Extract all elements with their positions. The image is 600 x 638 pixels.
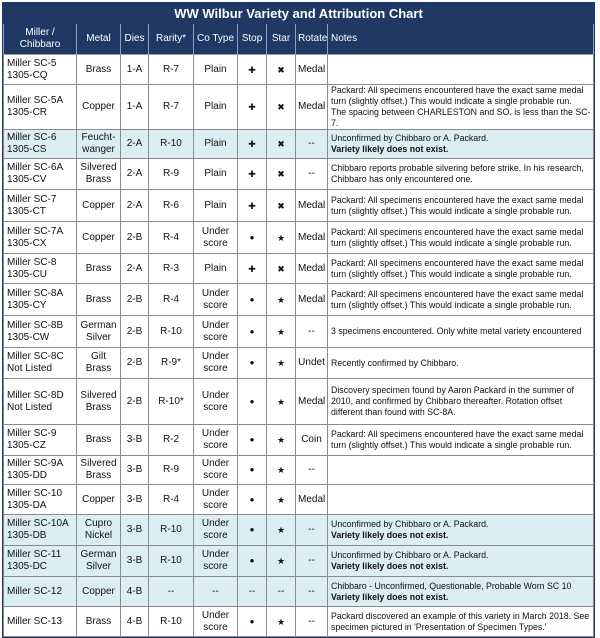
rotate-cell: -- [296, 607, 328, 637]
rotate-cell: -- [296, 159, 328, 190]
stop-cell: • [238, 456, 267, 485]
table-row [4, 546, 594, 577]
miller-cell: Miller SC-7 1305-CT [4, 190, 77, 222]
header-miller: Miller / Chibbaro [4, 24, 77, 55]
co-type-cell: Under score [194, 284, 238, 316]
notes-cell: Packard: All specimens encountered have the exact same medal turn (slightly offset.) This would indicate a single probable run. [328, 425, 594, 456]
star-cell: ★ [267, 485, 296, 515]
dies-cell: 3-B [121, 546, 149, 577]
co-type-cell: Under score [194, 316, 238, 348]
header-notes: Notes [328, 24, 594, 55]
notes-cell: Chibbaro reports probable silvering before strike. In his research, Chibbaro has only encountered one. [328, 159, 594, 190]
metal-cell: Feucht- wanger [77, 130, 121, 159]
co-type-cell: Plain [194, 130, 238, 159]
rarity-cell: R-7 [149, 55, 194, 85]
dies-cell: 2-A [121, 254, 149, 284]
notes-cell: Packard: All specimens encountered have the exact same medal turn (slightly offset.) This would indicate a single probable run. [328, 190, 594, 222]
rarity-cell: -- [149, 577, 194, 607]
rarity-cell: R-7 [149, 85, 194, 130]
rotate-cell: Medal [296, 379, 328, 425]
rotate-cell: Medal [296, 85, 328, 130]
table-row [4, 159, 594, 190]
miller-cell: Miller SC-11 1305-DC [4, 546, 77, 577]
metal-cell: Copper [77, 577, 121, 607]
rarity-cell: R-4 [149, 485, 194, 515]
rarity-cell: R-9* [149, 348, 194, 379]
header-metal: Metal [77, 24, 121, 55]
miller-cell: Miller SC-8 1305-CU [4, 254, 77, 284]
table-row [4, 222, 594, 254]
star-cell: ✖ [267, 190, 296, 222]
dies-cell: 3-B [121, 456, 149, 485]
star-cell: ★ [267, 515, 296, 546]
co-type-cell: Plain [194, 159, 238, 190]
metal-cell: Brass [77, 607, 121, 637]
co-type-cell: Under score [194, 607, 238, 637]
rotate-cell: Medal [296, 485, 328, 515]
header-stop: Stop [238, 24, 267, 55]
notes-cell: 3 specimens encountered. Only white metal variety encountered [328, 316, 594, 348]
metal-cell: Cupro Nickel [77, 515, 121, 546]
miller-cell: Miller SC-6A 1305-CV [4, 159, 77, 190]
table-row [4, 254, 594, 284]
star-cell: ✖ [267, 85, 296, 130]
dies-cell: 2-A [121, 159, 149, 190]
star-cell: ★ [267, 348, 296, 379]
miller-cell: Miller SC-13 [4, 607, 77, 637]
table-row [4, 379, 594, 425]
rarity-cell: R-9 [149, 456, 194, 485]
notes-cell: Packard: All specimens encountered have the exact same medal turn (slightly offset.) This would indicate a single probable run. The spacing between CHARLESTON and SO. is less than the SC-7. [328, 85, 594, 130]
table-row [4, 607, 594, 637]
metal-cell: Silvered Brass [77, 379, 121, 425]
stop-cell: • [238, 425, 267, 456]
star-cell: ★ [267, 379, 296, 425]
star-cell: ★ [267, 546, 296, 577]
header-dies: Dies [121, 24, 149, 55]
table-row [4, 190, 594, 222]
co-type-cell: Under score [194, 485, 238, 515]
notes-cell [328, 485, 594, 515]
star-cell: ★ [267, 607, 296, 637]
metal-cell: Brass [77, 254, 121, 284]
stop-cell: ✚ [238, 85, 267, 130]
miller-cell: Miller SC-10A 1305-DB [4, 515, 77, 546]
stop-cell: • [238, 607, 267, 637]
star-cell: ★ [267, 425, 296, 456]
stop-cell: ✚ [238, 254, 267, 284]
co-type-cell: Under score [194, 425, 238, 456]
dies-cell: 2-B [121, 284, 149, 316]
table-row [4, 316, 594, 348]
co-type-cell: Plain [194, 85, 238, 130]
dies-cell: 3-B [121, 485, 149, 515]
table-row [4, 456, 594, 485]
table-row [4, 348, 594, 379]
notes-cell: Chibbaro - Unconfirmed, Questionable, Probable Worn SC 10 Variety likely does not exist. [328, 577, 594, 607]
rotate-cell: -- [296, 546, 328, 577]
stop-cell: • [238, 515, 267, 546]
rarity-cell: R-2 [149, 425, 194, 456]
rotate-cell: Medal [296, 284, 328, 316]
header-rotate: Rotate [296, 24, 328, 55]
star-cell: ★ [267, 284, 296, 316]
table-row [4, 284, 594, 316]
star-cell: ✖ [267, 254, 296, 284]
rotate-cell: Coin [296, 425, 328, 456]
header-co-type: Co Type [194, 24, 238, 55]
stop-cell: -- [238, 577, 267, 607]
header-rarity: Rarity* [149, 24, 194, 55]
rarity-cell: R-10 [149, 316, 194, 348]
metal-cell: German Silver [77, 316, 121, 348]
stop-cell: • [238, 379, 267, 425]
notes-cell: Recently confirmed by Chibbaro. [328, 348, 594, 379]
co-type-cell: Under score [194, 546, 238, 577]
metal-cell: Silvered Brass [77, 456, 121, 485]
notes-cell [328, 456, 594, 485]
star-cell: -- [267, 577, 296, 607]
dies-cell: 1-A [121, 85, 149, 130]
rarity-cell: R-10 [149, 515, 194, 546]
notes-cell: Unconfirmed by Chibbaro or A. Packard. Variety likely does not exist. [328, 546, 594, 577]
table-row [4, 515, 594, 546]
table-row [4, 577, 594, 607]
table-row [4, 85, 594, 130]
co-type-cell: Under score [194, 456, 238, 485]
rarity-cell: R-10 [149, 546, 194, 577]
dies-cell: 2-B [121, 316, 149, 348]
rarity-cell: R-4 [149, 222, 194, 254]
metal-cell: Brass [77, 425, 121, 456]
rotate-cell: -- [296, 456, 328, 485]
rarity-cell: R-6 [149, 190, 194, 222]
stop-cell: ✚ [238, 130, 267, 159]
dies-cell: 2-B [121, 379, 149, 425]
dies-cell: 3-B [121, 515, 149, 546]
miller-cell: Miller SC-8C Not Listed [4, 348, 77, 379]
star-cell: ★ [267, 456, 296, 485]
miller-cell: Miller SC-8B 1305-CW [4, 316, 77, 348]
notes-cell: Packard: All specimens encountered have the exact same medal turn (slightly offset.) This would indicate a single probable run. [328, 254, 594, 284]
co-type-cell: Under score [194, 379, 238, 425]
rarity-cell: R-10 [149, 130, 194, 159]
stop-cell: • [238, 348, 267, 379]
rarity-cell: R-10 [149, 607, 194, 637]
chart-title: WW Wilbur Variety and Attribution Chart [3, 3, 594, 24]
notes-cell: Unconfirmed by Chibbaro or A. Packard. Variety likely does not exist. [328, 515, 594, 546]
header-star: Star [267, 24, 296, 55]
miller-cell: Miller SC-12 [4, 577, 77, 607]
miller-cell: Miller SC-8A 1305-CY [4, 284, 77, 316]
metal-cell: Gilt Brass [77, 348, 121, 379]
rotate-cell: Medal [296, 55, 328, 85]
co-type-cell: Under score [194, 515, 238, 546]
rotate-cell: Undet [296, 348, 328, 379]
header-row [4, 24, 594, 55]
rarity-cell: R-4 [149, 284, 194, 316]
dies-cell: 2-A [121, 190, 149, 222]
star-cell: ★ [267, 316, 296, 348]
variety-table [3, 24, 594, 637]
miller-cell: Miller SC-9A 1305-DD [4, 456, 77, 485]
stop-cell: • [238, 316, 267, 348]
rotate-cell: -- [296, 515, 328, 546]
notes-cell: Packard: All specimens encountered have the exact same medal turn (slightly offset.) This would indicate a single probable run. [328, 284, 594, 316]
notes-cell: Discovery specimen found by Aaron Packard in the summer of 2010, and confirmed by Chibbaro thereafter. Rotation offset different than found with SC-8A. [328, 379, 594, 425]
rarity-cell: R-10* [149, 379, 194, 425]
miller-cell: Miller SC-5A 1305-CR [4, 85, 77, 130]
stop-cell: • [238, 222, 267, 254]
notes-cell [328, 55, 594, 85]
metal-cell: Copper [77, 222, 121, 254]
attribution-chart [2, 2, 595, 638]
table-row [4, 130, 594, 159]
metal-cell: German Silver [77, 546, 121, 577]
rotate-cell: -- [296, 577, 328, 607]
metal-cell: Copper [77, 190, 121, 222]
table-row [4, 425, 594, 456]
notes-cell: Packard: All specimens encountered have the exact same medal turn (slightly offset.) This would indicate a single probable run. [328, 222, 594, 254]
miller-cell: Miller SC-5 1305-CQ [4, 55, 77, 85]
co-type-cell: Under score [194, 348, 238, 379]
dies-cell: 1-A [121, 55, 149, 85]
rarity-cell: R-3 [149, 254, 194, 284]
stop-cell: ✚ [238, 190, 267, 222]
miller-cell: Miller SC-10 1305-DA [4, 485, 77, 515]
co-type-cell: Under score [194, 222, 238, 254]
dies-cell: 3-B [121, 425, 149, 456]
stop-cell: • [238, 485, 267, 515]
metal-cell: Brass [77, 55, 121, 85]
stop-cell: • [238, 284, 267, 316]
notes-cell: Packard discovered an example of this variety in March 2018. See specimen pictured in 'Presentation of Specimen Types.' [328, 607, 594, 637]
stop-cell: • [238, 546, 267, 577]
star-cell: ✖ [267, 130, 296, 159]
rotate-cell: -- [296, 130, 328, 159]
miller-cell: Miller SC-6 1305-CS [4, 130, 77, 159]
miller-cell: Miller SC-7A 1305-CX [4, 222, 77, 254]
dies-cell: 2-B [121, 222, 149, 254]
star-cell: ✖ [267, 55, 296, 85]
metal-cell: Copper [77, 85, 121, 130]
notes-cell: Unconfirmed by Chibbaro or A. Packard. Variety likely does not exist. [328, 130, 594, 159]
dies-cell: 2-A [121, 130, 149, 159]
rotate-cell: Medal [296, 222, 328, 254]
metal-cell: Silvered Brass [77, 159, 121, 190]
rotate-cell: Medal [296, 254, 328, 284]
dies-cell: 4-B [121, 607, 149, 637]
stop-cell: ✚ [238, 159, 267, 190]
metal-cell: Copper [77, 485, 121, 515]
stop-cell: ✚ [238, 55, 267, 85]
dies-cell: 4-B [121, 577, 149, 607]
co-type-cell: -- [194, 577, 238, 607]
dies-cell: 2-B [121, 348, 149, 379]
miller-cell: Miller SC-9 1305-CZ [4, 425, 77, 456]
rotate-cell: -- [296, 316, 328, 348]
rarity-cell: R-9 [149, 159, 194, 190]
star-cell: ✖ [267, 159, 296, 190]
miller-cell: Miller SC-8D Not Listed [4, 379, 77, 425]
table-row [4, 55, 594, 85]
co-type-cell: Plain [194, 55, 238, 85]
star-cell: ★ [267, 222, 296, 254]
co-type-cell: Plain [194, 190, 238, 222]
table-row [4, 485, 594, 515]
rotate-cell: Medal [296, 190, 328, 222]
metal-cell: Brass [77, 284, 121, 316]
co-type-cell: Plain [194, 254, 238, 284]
